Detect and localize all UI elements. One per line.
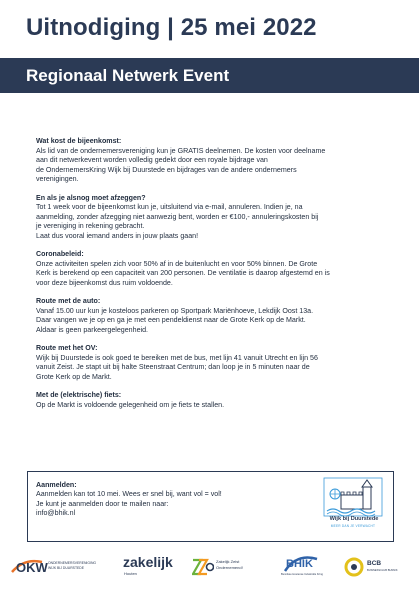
- invitation-body: [36, 137, 386, 419]
- bhik-mark: BHIK: [286, 558, 313, 570]
- section-text: Als lid van de ondernemersvereniging kun je GRATIS deelnemen. De kosten voor deelname: [36, 146, 326, 155]
- section-heading: Coronabeleid:: [36, 250, 84, 258]
- zakelijk-sub: Houten: [124, 571, 137, 576]
- section-text: je vereniging in rekening gebracht.: [36, 222, 145, 230]
- section-text: Op de Markt is voldoende gelegenheid om je fiets te stallen.: [36, 400, 225, 409]
- wbd-logo-tagline: MEER DAN JE VERWACHT: [330, 524, 376, 528]
- bcb-line1: BUSINESSCLUB BUNNIK: [367, 569, 398, 572]
- bhik-logo: [281, 548, 336, 588]
- signup-box: [27, 471, 394, 542]
- section-corona: [36, 250, 386, 288]
- zzo-mark-icon: [192, 558, 214, 576]
- signup-deadline: Aanmelden kan tot 10 mei. Wees er snel bij, want vol = vol!: [36, 490, 222, 499]
- section-heading: Route met de auto:: [36, 297, 101, 305]
- section-text: Onze activiteiten spelen zich voor 50% af in de buitenlucht en voor 50% binnen. De Grote: [36, 259, 318, 268]
- zakelijk-houten-logo: [123, 548, 183, 588]
- section-text: aan dit netwerkevent worden volledig gedekt door een royale bijdrage van: [36, 156, 268, 164]
- wbd-logo-name: Wijk bij Duurstede: [329, 516, 379, 522]
- bhik-line1: Bunnikse Houtense Industriële Kring: [281, 573, 323, 576]
- okw-mark: OKW: [16, 560, 48, 575]
- section-heading: Wat kost de bijeenkomst:: [36, 137, 122, 145]
- sponsor-logos: [0, 548, 419, 588]
- signup-email-link[interactable]: info@bhik.nl: [36, 508, 76, 517]
- section-text: Wijk bij Duurstede is ook goed te bereiken met de bus, met lijn 41 vanuit Utrecht en lijn 56: [36, 353, 318, 362]
- section-bike: [36, 391, 386, 410]
- zzo-logo: [192, 548, 262, 588]
- section-text: Daar vangen we je op en ga je met een pendeldienst naar de Grote Kerk op de Markt.: [36, 316, 306, 324]
- bcb-mark: BCB: [367, 560, 382, 567]
- castle-icon: [323, 477, 383, 517]
- signup-text: [36, 481, 286, 518]
- bcb-logo: [344, 548, 414, 588]
- section-text: aanmelding, zonder afzegging niet aanwezig bent, worden er €100,- annuleringskosten bij: [36, 212, 319, 221]
- section-text: vanuit Zeist. Je stapt uit bij halte Steenstraat Centrum; dan loop je in 5 minuten naar de: [36, 363, 310, 371]
- signup-instruction: Je kunt je aanmelden door te mailen naar:: [36, 499, 169, 508]
- section-text: voor deze bijeenkomst dus ruim voldoende.: [36, 278, 173, 287]
- bcb-circle-icon: [344, 557, 364, 577]
- zzo-line2: Ondernemend!: [216, 565, 243, 570]
- section-heading: Met de (elektrische) fiets:: [36, 391, 122, 399]
- section-heading: En als je alsnog moet afzeggen?: [36, 193, 146, 202]
- zzo-line1: Zakelijk Zeist: [216, 559, 240, 564]
- page-title: Uitnodiging | 25 mei 2022: [26, 14, 317, 41]
- section-route-car: [36, 297, 386, 335]
- banner: [0, 58, 419, 93]
- section-cancel: [36, 194, 386, 242]
- wijk-bij-duurstede-logo: [323, 477, 383, 535]
- section-heading: Route met het OV:: [36, 344, 98, 352]
- section-text: Laat dus vooral iemand anders in jouw plaats gaan!: [36, 231, 199, 240]
- section-text: Vanaf 15.00 uur kun je kosteloos parkeren op Sportpark Mariënhoeve, Lekdijk Oost 13a.: [36, 306, 314, 315]
- section-route-ov: [36, 344, 386, 382]
- section-costs: [36, 137, 386, 185]
- section-text: Tot 1 week voor de bijeenkomst kun je, uitsluitend via e-mail, annuleren. Indien je, na: [36, 203, 303, 211]
- section-text: Grote Kerk op de Markt.: [36, 372, 112, 381]
- okw-line2: WIJK BIJ DUURSTEDE: [48, 566, 84, 570]
- section-text: verenigingen.: [36, 175, 79, 183]
- signup-heading: Aanmelden:: [36, 481, 77, 489]
- okw-line1: ONDERNEMERSVERENIGING: [48, 561, 97, 565]
- section-text: Aldaar is geen parkeergelegenheid.: [36, 325, 149, 334]
- section-text: Kerk is berekend op een capaciteit van 200 personen. De ventilatie is daarop afgestemd en is: [36, 269, 330, 277]
- zakelijk-name: zakelijk: [123, 554, 173, 570]
- section-text: de OndernemersKring Wijk bij Duurstede en bijdrages van de andere ondernemers: [36, 165, 297, 174]
- okw-logo: [10, 548, 100, 588]
- banner-title: Regionaal Netwerk Event: [26, 66, 230, 85]
